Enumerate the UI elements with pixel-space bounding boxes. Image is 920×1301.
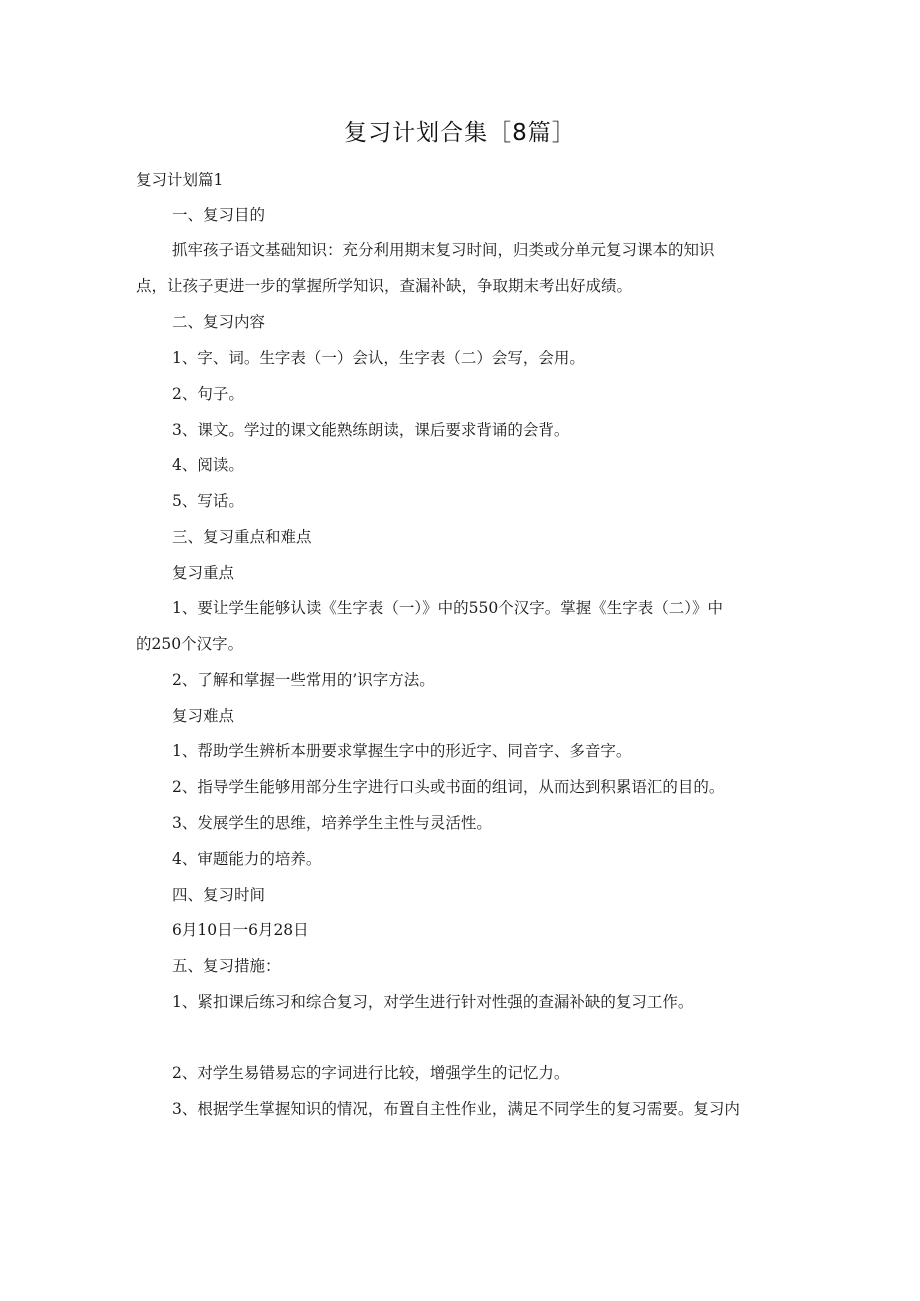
date-range: 6月10日一6月28日 [172,921,309,939]
heading-review-measures: 五、复习措施： [172,957,281,975]
document-title: 复习计划合集［8篇］ [344,120,576,146]
paragraph-line: 的250个汉字。 [136,635,244,653]
list-item: 4、审题能力的培养。 [172,850,322,868]
list-item: 2、指导学生能够用部分生字进行口头或书面的组词，从而达到积累语汇的目的。 [172,778,725,796]
subheading-key-points: 复习重点 [172,564,235,582]
heading-review-time: 四、复习时间 [172,886,266,904]
list-item: 1、要让学生能够认读《生字表（一）》中的550个汉字。掌握《生字表（二）》中 [172,599,723,617]
heading-review-content: 二、复习内容 [172,313,266,331]
list-item: 1、帮助学生辨析本册要求掌握生字中的形近字、同音字、多音字。 [172,742,632,760]
heading-review-purpose: 一、复习目的 [172,206,266,224]
list-item: 1、字、词。生字表（一）会认，生字表（二）会写，会用。 [172,349,585,367]
list-item: 3、根据学生掌握知识的情况，布置自主性作业，满足不同学生的复习需要。复习内 [172,1100,740,1118]
subheading-difficulties: 复习难点 [172,707,235,725]
list-item: 1、紧扣课后练习和综合复习，对学生进行针对性强的查漏补缺的复习工作。 [172,993,694,1011]
section-heading: 复习计划篇1 [136,171,224,189]
heading-key-points: 三、复习重点和难点 [172,528,312,546]
list-item: 3、发展学生的思维，培养学生主性与灵活性。 [172,814,492,832]
list-item: 2、对学生易错易忘的字词进行比较，增强学生的记忆力。 [172,1064,570,1082]
list-item: 2、了解和掌握一些常用的’识字方法。 [172,671,435,689]
list-item: 4、阅读。 [172,456,244,474]
list-item: 2、句子。 [172,385,244,403]
paragraph-line: 抓牢孩子语文基础知识：充分利用期末复习时间，归类或分单元复习课本的知识 [172,241,715,259]
list-item: 5、写话。 [172,492,244,510]
paragraph-line: 点，让孩子更进一步的掌握所学知识，查漏补缺，争取期末考出好成绩。 [136,277,633,295]
list-item: 3、课文。学过的课文能熟练朗读，课后要求背诵的会背。 [172,421,570,439]
